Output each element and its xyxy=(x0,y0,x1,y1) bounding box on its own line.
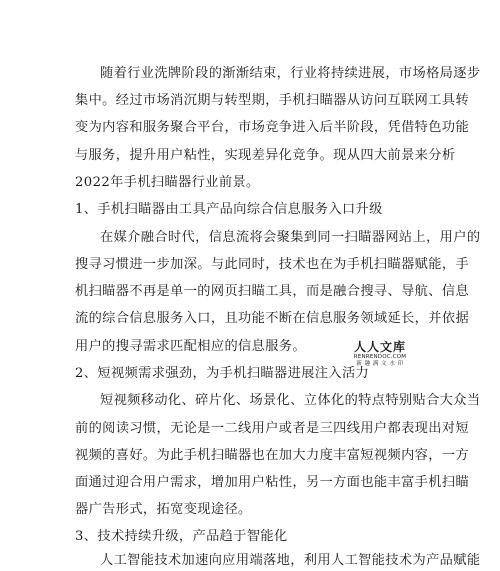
paragraph-line: 集中。经过市场消沉期与转型期，手机扫瞄器从访问互联网工具转 xyxy=(75,93,470,108)
paragraph-line: 随着行业洗牌阶段的渐渐结束，行业将持续进展，市场格局逐步 xyxy=(100,66,481,81)
watermark-title: 人人文库 xyxy=(353,340,406,354)
paragraph-line: 变为内容和服务聚合平台，市场竞争进入后半阶段，凭借特色功能 xyxy=(75,120,470,135)
paragraph-line: 机扫瞄器不再是单一的网页扫瞄工具，而是融合搜寻、导航、信息 xyxy=(75,284,470,299)
section-heading: 3、技术持续升级，产品趋于智能化 xyxy=(75,529,288,544)
section-heading: 2、短视频需求强劲，为手机扫瞄器进展注入活力 xyxy=(75,366,370,381)
paragraph-line: 视频的喜好。为此手机扫瞄器也在加大力度丰富短视频内容，一方 xyxy=(75,448,470,463)
paragraph-line: 流的综合信息服务入口，且功能不断在信息服务领域延长，并依据 xyxy=(75,311,470,326)
paragraph-line: 2022年手机扫瞄器行业前景。 xyxy=(75,175,260,190)
paragraph-line: 搜寻习惯进一步加深。与此同时，技术也在为手机扫瞄器赋能，手 xyxy=(75,257,470,272)
paragraph-line: 面通过迎合用户需求，增加用户粘性，另一方面也能丰富手机扫瞄 xyxy=(75,475,470,490)
paragraph-line: 器广告形式，拓宽变现途径。 xyxy=(75,502,252,517)
watermark-logo xyxy=(340,341,420,368)
paragraph-line: 用户的搜寻需求匹配相应的信息服务。 xyxy=(75,339,306,354)
paragraph-line: 前的阅读习惯，无论是一二线用户或者是三四线用户都表现出对短 xyxy=(75,421,470,436)
section-heading: 1、手机扫瞄器由工具产品向综合信息服务入口升级 xyxy=(75,202,383,217)
paragraph-line: 人工智能技术加速向应用端落地，利用人工智能技术为产品赋能 xyxy=(100,553,481,568)
paragraph-line: 在媒介融合时代，信息流将会聚集到同一扫瞄器网站上，用户的 xyxy=(100,230,481,245)
watermark-subtitle: 新 趣 满 文 水 印 xyxy=(356,361,404,367)
paragraph-line: 短视频移动化、碎片化、场景化、立体化的特点特别贴合大众当 xyxy=(100,393,481,408)
watermark-url: RENRENDOC.COM xyxy=(353,354,407,360)
paragraph-line: 与服务，提升用户粘性，实现差异化竞争。现从四大前景来分析 xyxy=(75,148,456,163)
